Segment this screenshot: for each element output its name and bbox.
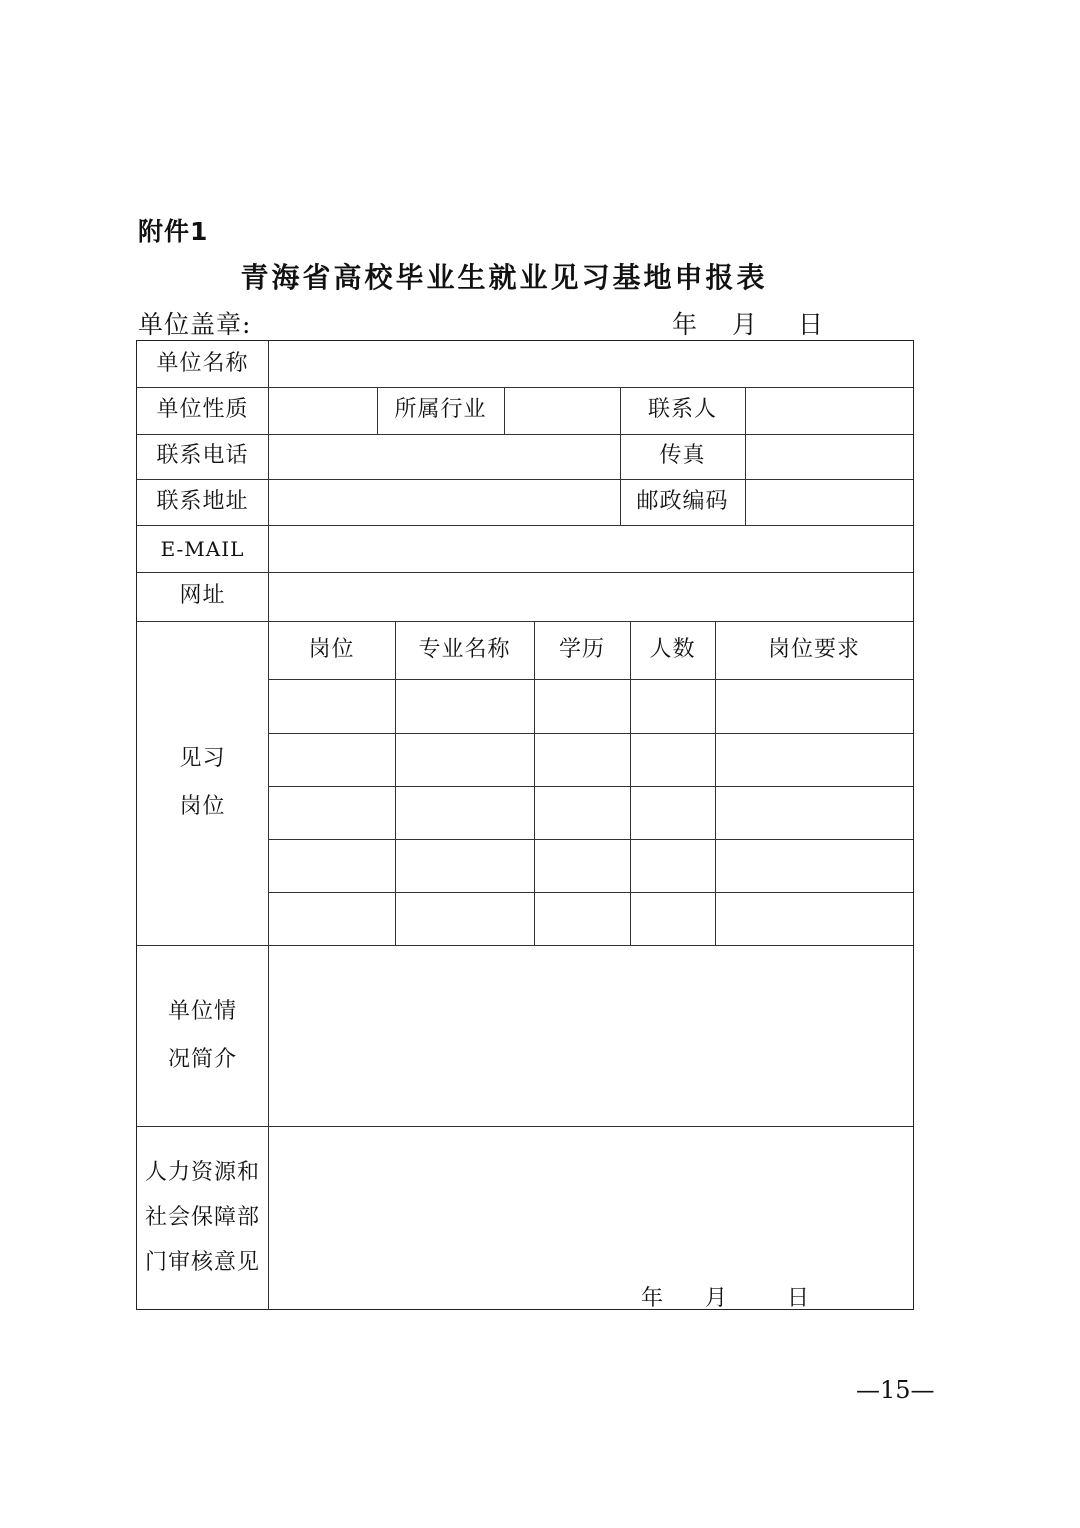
fax-label: 传真 — [659, 443, 706, 469]
unit-nature-label: 单位性质 — [156, 397, 249, 423]
date-year-label: 年 — [672, 310, 698, 339]
row-line — [268, 839, 913, 840]
unit-intro-label — [137, 945, 268, 1126]
col-header-education: 学历 — [558, 636, 605, 662]
review-date-month: 月 — [705, 1286, 728, 1311]
internship-label-line1: 见习 — [179, 746, 226, 771]
form-title: 青海省高校毕业生就业见习基地申报表 — [240, 261, 768, 294]
hr-review-line3: 门审核意见 — [144, 1250, 260, 1275]
col-line — [745, 387, 746, 525]
unit-stamp-label: 单位盖章: — [138, 310, 252, 339]
row-line — [268, 733, 913, 734]
col-line — [268, 341, 269, 1309]
application-form-table — [136, 340, 914, 1310]
unit-intro-line1: 单位情 — [167, 998, 237, 1024]
contact-person-label: 联系人 — [647, 397, 717, 423]
hr-review-label — [137, 1126, 268, 1309]
unit-name-label: 单位名称 — [156, 350, 249, 376]
hr-review-line1: 人力资源和 — [144, 1160, 260, 1185]
col-header-position: 岗位 — [308, 636, 355, 662]
postal-code-label: 邮政编码 — [636, 488, 729, 514]
internship-label-line2: 岗位 — [179, 794, 226, 819]
industry-label: 所属行业 — [394, 397, 487, 423]
col-header-requirements: 岗位要求 — [767, 636, 860, 662]
date-day-label: 日 — [798, 310, 824, 339]
internship-positions-label — [137, 621, 268, 945]
review-date-day: 日 — [787, 1286, 810, 1311]
address-label: 联系地址 — [156, 488, 249, 514]
phone-label: 联系电话 — [156, 443, 249, 469]
date-month-label: 月 — [732, 310, 758, 339]
page-number: —15— — [856, 1376, 935, 1404]
col-header-count: 人数 — [649, 636, 696, 662]
col-line — [504, 387, 505, 434]
row-line — [268, 679, 913, 680]
row-line — [268, 786, 913, 787]
review-date-year: 年 — [641, 1286, 664, 1311]
hr-review-line2: 社会保障部 — [144, 1205, 260, 1230]
row-line — [268, 892, 913, 893]
unit-intro-line2: 况简介 — [167, 1046, 237, 1072]
col-header-major: 专业名称 — [418, 636, 511, 662]
email-label: E-MAIL — [160, 536, 245, 561]
attachment-label: 附件1 — [138, 217, 209, 246]
website-label: 网址 — [179, 583, 226, 609]
